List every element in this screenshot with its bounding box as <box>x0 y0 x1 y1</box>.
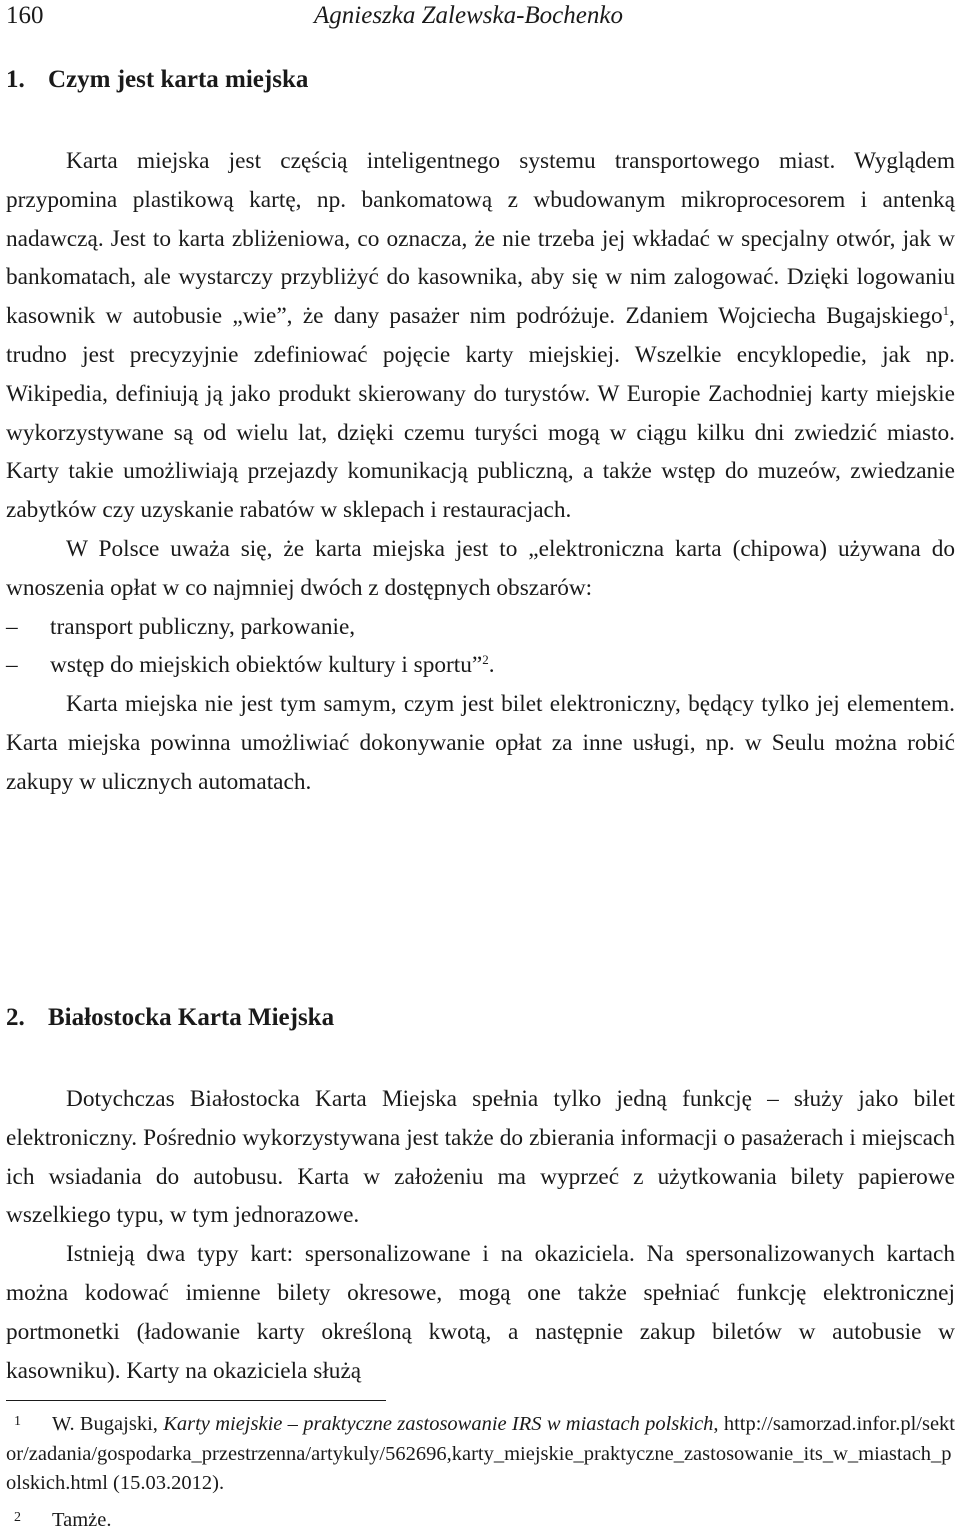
list-item <box>6 646 955 685</box>
footnote-reference: 1 <box>942 303 950 319</box>
footnote-marker: 2 <box>14 1510 21 1526</box>
footnote-separator <box>6 1400 386 1401</box>
footnote-1 <box>6 1407 955 1499</box>
footnote-author: W. Bugajski, <box>52 1412 164 1435</box>
section-1-body <box>6 142 955 802</box>
paragraph-text: , trudno jest precyzyjnie zdefiniować pojęcie karty miejskiej. Wszelkie encyklopedie, jak np. Wikipedia, definiują ją jako produkt skierowany do turystów. W Europie Zachodniej karty miejskie wykorzystywane są od wielu lat, dzięki czemu turyści mogą w ciągu kilku dni zwiedzić miasto. Karty takie umożliwiają przejazdy komunikacją publiczną, a także wstęp do muzeów, zwiedzanie zabytków czy uzyskanie rabatów w sklepach i restauracjach. <box>6 303 955 524</box>
paragraph-text: Karta miejska jest częścią inteligentnego systemu transportowego miast. Wyglądem przypomina plastikową kartę, np. bankomatową z wbudowanym mikroprocesorem i antenką nadawczą. Jest to karta zbliżeniowa, co oznacza, że nie trzeba jej wkładać w specjalny otwór, jak w bankomatach, ale wystarczy przybliżyć do kasownika, aby się w nim zalogować. Dzięki logowaniu kasownik w autobusie „wie”, że dany pasażer nim podróżuje. Zdaniem Wojciecha Bugajskiego <box>6 148 955 330</box>
section-heading-1 <box>6 66 308 94</box>
section-title: Białostocka Karta Miejska <box>48 1004 335 1031</box>
list-item <box>6 608 955 647</box>
list-item-text: transport publiczny, parkowanie, <box>50 613 356 640</box>
footnote-2 <box>6 1503 955 1536</box>
footnote-url: , http://samorzad.infor.pl/sektor/zadania/gospodarka_przestrzenna/artykuly/562696,karty_miejskie_praktyczne_zastosowanie_its_w_miastach_polskich.html (15.03.2012). <box>6 1412 955 1495</box>
dash-list <box>6 608 955 686</box>
footnote-text: Tamże. <box>52 1509 112 1532</box>
paragraph: Karta miejska nie jest tym samym, czym jest bilet elektroniczny, będący tylko jej elementem. Karta miejska powinna umożliwiać dokonywanie opłat za inne usługi, np. w Seulu można robić zakupy w ulicznych automatach. <box>6 691 955 795</box>
paragraph <box>6 142 955 530</box>
list-item-text: wstęp do miejskich obiektów kultury i sportu” <box>50 652 483 679</box>
list-item-end: . <box>488 652 495 679</box>
section-title: Czym jest karta miejska <box>48 66 309 93</box>
section-2-body <box>6 1080 955 1390</box>
footnote-title: Karty miejskie – praktyczne zastosowanie IRS w miastach polskich <box>163 1412 714 1435</box>
section-heading-2 <box>6 1004 334 1032</box>
footnote-reference: 2 <box>482 652 489 668</box>
running-page-number: 160 <box>6 2 44 29</box>
section-number: 1. <box>6 66 25 93</box>
paragraph: W Polsce uważa się, że karta miejska jest to „elektroniczna karta (chipowa) używana do wnoszenia opłat w co najmniej dwóch z dostępnych obszarów: <box>6 535 955 601</box>
footnotes <box>6 1407 955 1536</box>
running-header-author: Agnieszka Zalewska-Bochenko <box>314 2 623 29</box>
dash-bullet: – <box>6 613 18 640</box>
paragraph: Istnieją dwa typy kart: spersonalizowane i na okaziciela. Na spersonalizowanych kartach można kodować imienne bilety okresowe, mogą one także spełniać funkcję elektronicznej portmonetki (ładowanie karty określoną kwotą, a następnie zakup biletów w autobusie w kasowniku). Karty na okaziciela służą <box>6 1241 955 1384</box>
footnote-marker: 1 <box>14 1414 21 1429</box>
section-number: 2. <box>6 1004 25 1031</box>
paragraph: Dotychczas Białostocka Karta Miejska spełnia tylko jedną funkcję – służy jako bilet elektroniczny. Pośrednio wykorzystywana jest także do zbierania informacji o pasażerach i miejscach ich wsiadania do autobusu. Karta w założeniu ma wyprzeć z użytkowania bilety papierowe wszelkiego typu, w tym jednorazowe. <box>6 1086 955 1229</box>
dash-bullet: – <box>6 652 18 679</box>
